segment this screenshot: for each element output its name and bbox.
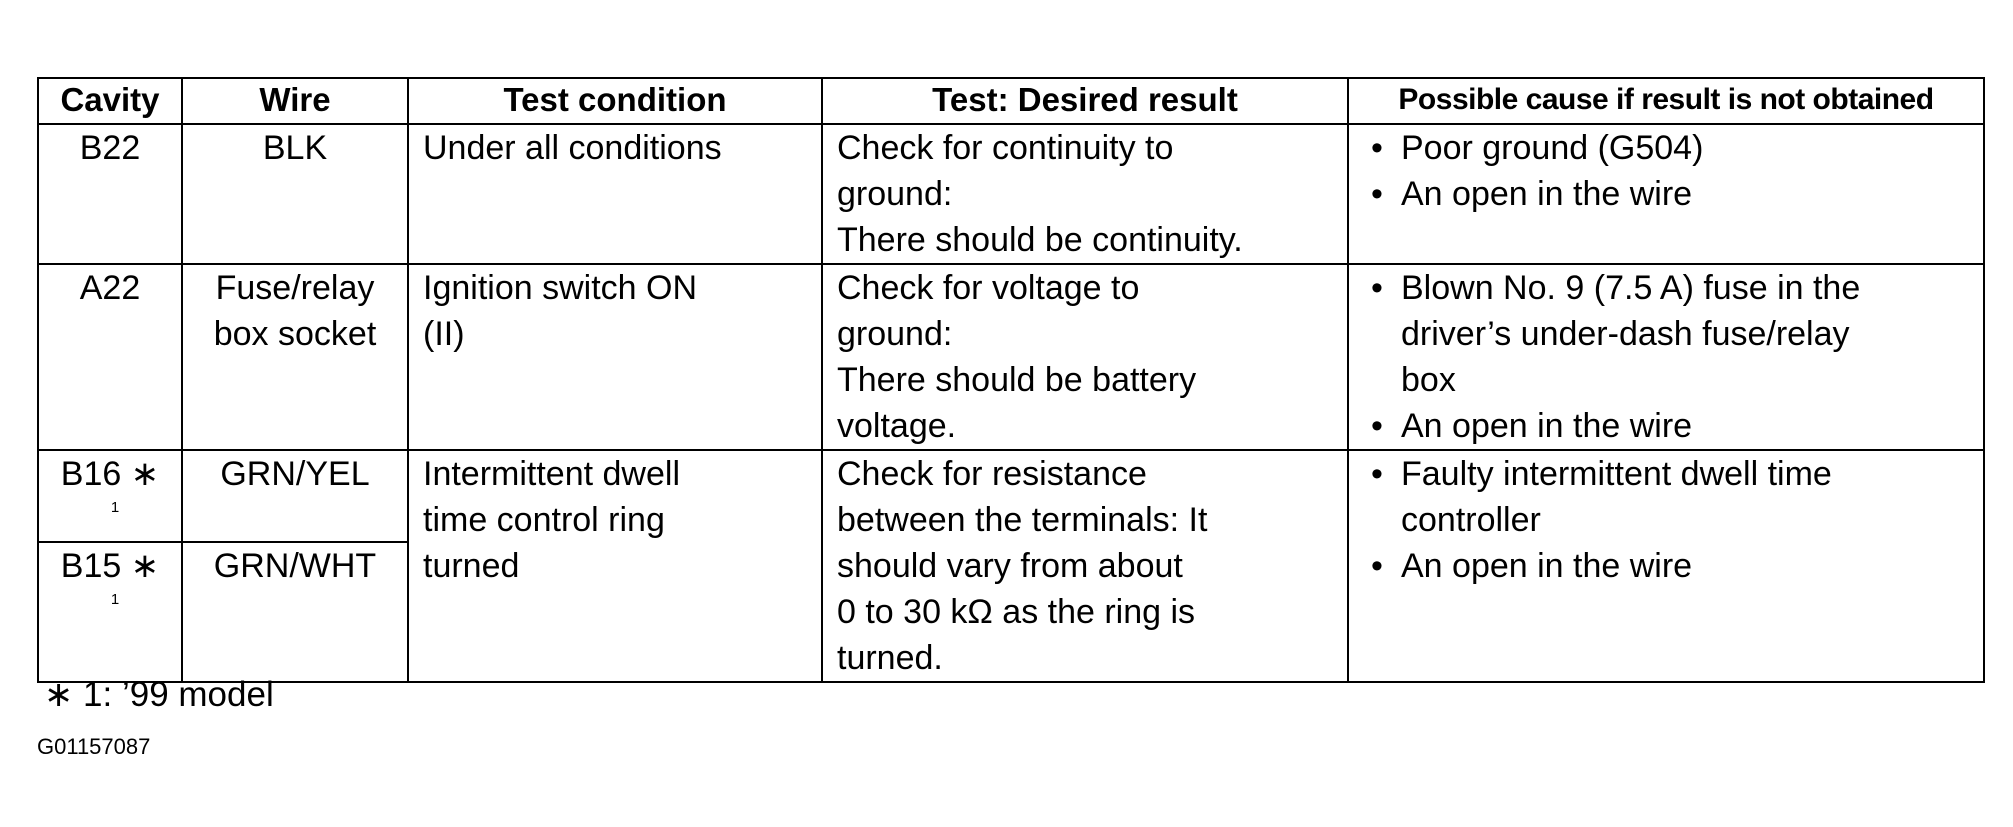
table-row (38, 450, 1984, 542)
cavity-label: B22 (79, 129, 141, 167)
cause-cell (1348, 264, 1984, 450)
wire-label: box socket (213, 315, 377, 353)
result-line: ground: (837, 175, 953, 213)
result-line: should vary from about (837, 547, 1183, 585)
cause-line: Poor ground (G504) (1401, 129, 1704, 167)
cavity-label: A22 (79, 269, 141, 307)
wire-label: GRN/YEL (220, 455, 370, 493)
header-row (38, 78, 1984, 124)
table-row (38, 124, 1984, 264)
header-wire: Wire (182, 78, 408, 124)
wire-label: BLK (262, 129, 328, 167)
cause-line: An open in the wire (1401, 175, 1693, 213)
cause-line: Blown No. 9 (7.5 A) fuse in the (1401, 269, 1861, 307)
result-line: Check for voltage to (837, 269, 1140, 307)
cause-line: box (1401, 361, 1456, 399)
cause-line: controller (1401, 501, 1541, 539)
cause-line: An open in the wire (1401, 547, 1693, 585)
cause-item (1363, 403, 1969, 449)
wire-label: Fuse/relay (215, 269, 375, 307)
bullet-icon: • (1371, 129, 1383, 167)
result-cell (822, 124, 1348, 264)
wire-label: GRN/WHT (213, 547, 377, 586)
wire-cell (182, 124, 408, 264)
header-desired-result: Test: Desired result (822, 78, 1348, 124)
wire-cell (182, 450, 408, 542)
cause-item (1363, 171, 1969, 217)
condition-line: Intermittent dwell (423, 455, 680, 493)
condition-cell (408, 264, 822, 450)
cause-item (1363, 451, 1969, 543)
result-line: Check for continuity to (837, 129, 1174, 167)
result-line: ground: (837, 315, 953, 353)
figure-id: G01157087 (37, 734, 151, 759)
cause-cell (1348, 124, 1984, 264)
wire-cell (182, 264, 408, 450)
wire-cell (182, 542, 408, 682)
cavity-label: B16 ∗ (60, 455, 160, 493)
header-cavity: Cavity (38, 78, 182, 124)
result-line: turned. (837, 639, 943, 677)
cavity-footnote-ref: 1 (110, 499, 120, 516)
cause-cell (1348, 450, 1984, 682)
condition-line: Ignition switch ON (423, 269, 697, 307)
cause-line: driver’s under-dash fuse/relay (1401, 315, 1850, 353)
cavity-footnote-ref: 1 (110, 591, 120, 609)
result-line: Check for resistance (837, 455, 1147, 493)
result-line: between the terminals: It (837, 501, 1208, 539)
cavity-cell (38, 264, 182, 450)
cavity-cell (38, 124, 182, 264)
condition-cell (408, 450, 822, 682)
result-cell (822, 264, 1348, 450)
condition-line: Under all conditions (423, 129, 722, 167)
condition-line: time control ring (423, 501, 665, 539)
result-line: voltage. (837, 407, 957, 445)
header-possible-cause: Possible cause if result is not obtained (1348, 78, 1984, 124)
result-line: There should be battery (837, 361, 1197, 399)
result-line: 0 to 30 kΩ as the ring is (837, 593, 1196, 631)
result-line: There should be continuity. (837, 221, 1243, 259)
bullet-icon: • (1371, 175, 1383, 213)
table-row (38, 264, 1984, 450)
cavity-cell (38, 450, 182, 542)
footnote: ∗ 1: ’99 model (44, 675, 274, 714)
condition-cell (408, 124, 822, 264)
cause-line: An open in the wire (1401, 407, 1693, 445)
bullet-icon: • (1371, 547, 1383, 585)
cause-item (1363, 543, 1969, 589)
result-cell (822, 450, 1348, 682)
condition-line: turned (423, 547, 520, 585)
cause-line: Faulty intermittent dwell time (1401, 455, 1832, 493)
test-spec-table (37, 77, 1985, 683)
condition-line: (II) (423, 315, 465, 353)
cavity-label: B15 ∗ (60, 547, 160, 586)
cause-item (1363, 125, 1969, 171)
cavity-cell (38, 542, 182, 682)
bullet-icon: • (1371, 269, 1383, 307)
cause-item (1363, 265, 1969, 403)
header-test-condition: Test condition (408, 78, 822, 124)
bullet-icon: • (1371, 407, 1383, 445)
bullet-icon: • (1371, 455, 1383, 493)
